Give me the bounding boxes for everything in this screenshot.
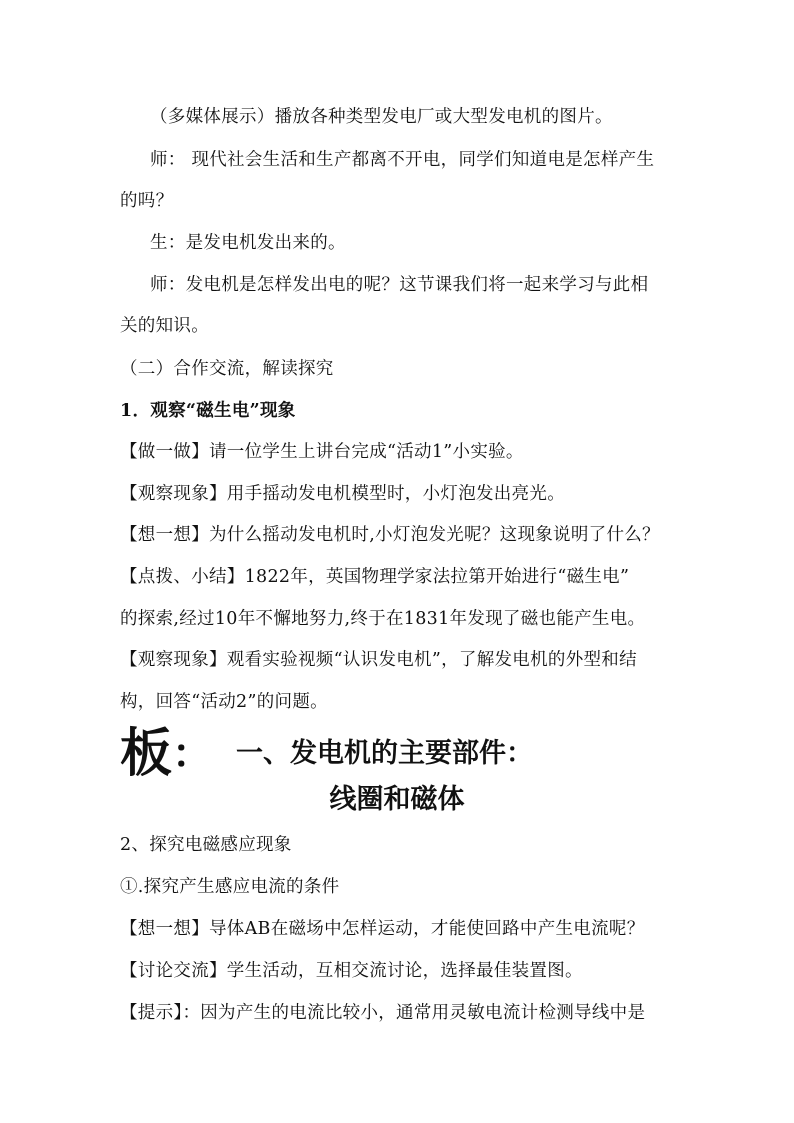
paragraph-teacher-intro-cont: 关的知识。 — [120, 316, 209, 336]
paragraph-think: 【想一想】为什么摇动发电机时,小灯泡发光呢？这现象说明了什么？ — [120, 525, 660, 545]
paragraph-observe-video-cont: 构，回答“活动2”的问题。 — [120, 692, 328, 712]
board-note — [120, 724, 680, 784]
paragraph-do-it: 【做一做】请一位学生上讲台完成“活动1”小实验。 — [120, 442, 524, 462]
board-label: 板 — [120, 723, 173, 784]
paragraph-teacher-question-cont: 的吗？ — [120, 191, 174, 211]
section-heading-cooperation: （二）合作交流，解读探究 — [120, 359, 334, 379]
subheading-induction: 2、探究电磁感应现象 — [120, 835, 292, 855]
paragraph-student-answer: 生：是发电机发出来的。 — [150, 233, 346, 253]
subheading-observe: 1．观察“磁生电”现象 — [120, 401, 296, 421]
subheading-conditions: ①.探究产生感应电流的条件 — [120, 877, 340, 897]
paragraph-teacher-question: 师： 现代社会生活和生产都离不开电，同学们知道电是怎样产生 — [150, 150, 655, 170]
paragraph-hint: 【提示】：因为产生的电流比较小，通常用灵敏电流计检测导线中是 — [120, 1003, 646, 1023]
paragraph-summary-cont: 的探索,经过10年不懈地努力,终于在1831年发现了磁也能产生电。 — [120, 609, 646, 629]
paragraph-summary: 【点拨、小结】1822年，英国物理学家法拉第开始进行“磁生电” — [120, 567, 630, 587]
board-line-2: 线圈和磁体 — [329, 784, 465, 815]
paragraph-think-ab: 【想一想】导体AB在磁场中怎样运动，才能使回路中产生电流呢？ — [120, 919, 645, 939]
board-line-1: 一、发电机的主要部件： — [236, 738, 534, 769]
board-colon: ： — [172, 730, 213, 777]
paragraph-discussion: 【讨论交流】学生活动，互相交流讨论，选择最佳装置图。 — [120, 961, 583, 981]
paragraph-observe-video: 【观察现象】观看实验视频“认识发电机”，了解发电机的外型和结 — [120, 650, 637, 670]
paragraph-teacher-intro: 师：发电机是怎样发出电的呢？这节课我们将一起来学习与此相 — [150, 275, 649, 295]
paragraph-multimedia: （多媒体展示）播放各种类型发电厂或大型发电机的图片。 — [150, 107, 613, 127]
paragraph-observe-phenomenon: 【观察现象】用手摇动发电机模型时，小灯泡发出亮光。 — [120, 484, 565, 504]
